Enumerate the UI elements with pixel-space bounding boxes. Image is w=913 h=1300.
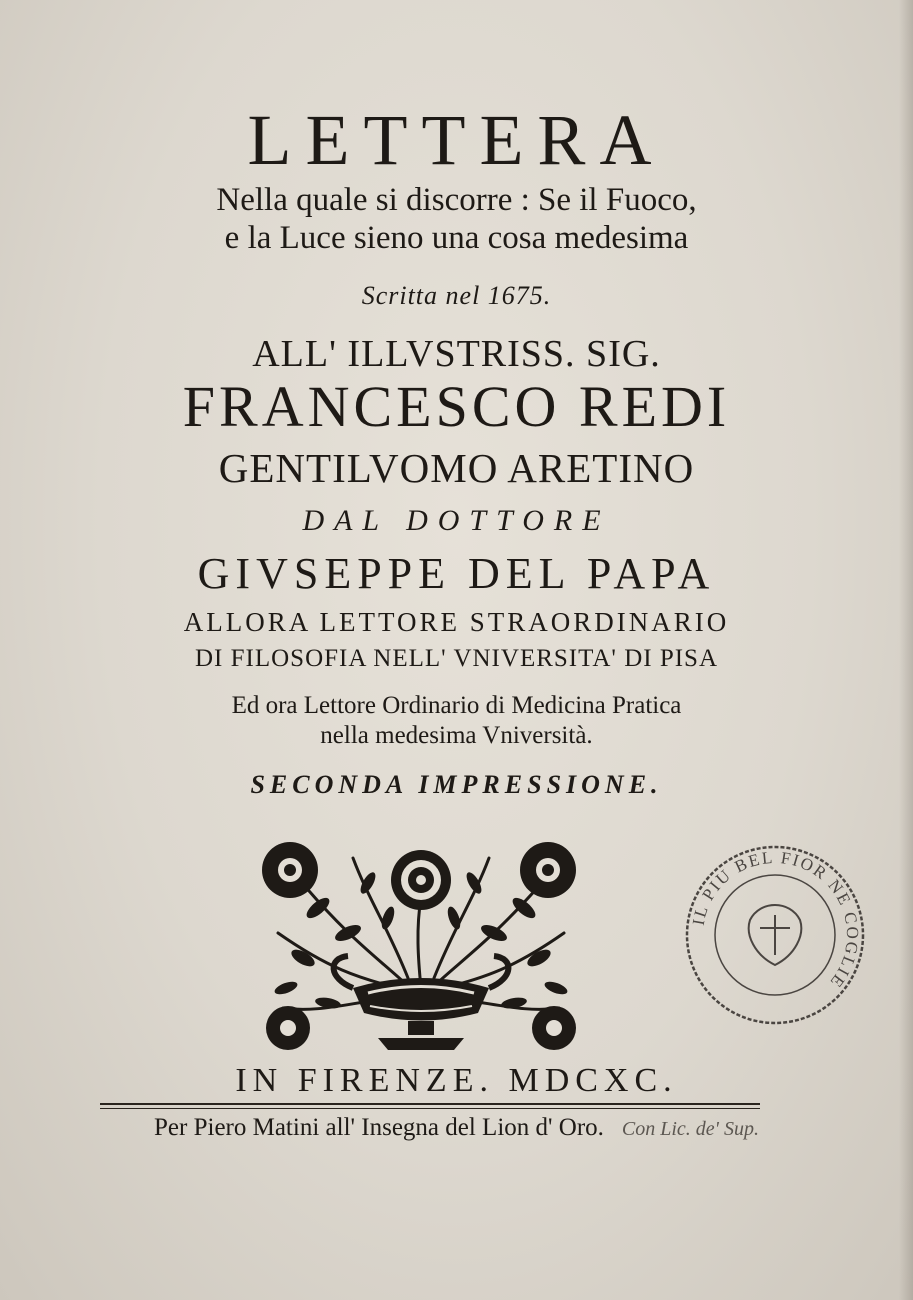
by-line: DAL DOTTORE [302,504,611,537]
author-position-2: DI FILOSOFIA NELL' VNIVERSITA' DI PISA [194,645,719,672]
imprint-rule [100,1103,760,1109]
printer-line [0,1110,913,1147]
license-note: Con Lic. de' Sup. [621,1118,759,1140]
edition: SECONDA IMPRESSIONE. [250,770,663,799]
author-note-1: Ed ora Lettore Ordinario di Medicina Pratica [231,692,682,719]
author-name: GIVSEPPE DEL PAPA [197,549,716,598]
written-date: Scritta nel 1675. [361,281,552,310]
author-position-1: ALLORA LETTORE STRAORDINARIO [183,607,730,637]
dedicatee-name: FRANCESCO REDI [182,374,731,439]
book-title: LETTERA [247,100,666,180]
imprint-city: IN FIRENZE. MDCXC. [235,1062,678,1099]
subtitle-line-1: Nella quale si discorre : Se il Fuoco, [216,182,697,218]
subtitle-line-2: e la Luce sieno una cosa medesima [224,220,689,256]
library-seal-icon [680,840,870,1030]
dedication: ALL' ILLVSTRISS. SIG. [252,333,661,375]
dedicatee-title: GENTILVOMO ARETINO [218,445,695,491]
stamp-text: IL PIU BEL FIOR NE COGLIE [688,847,863,993]
printer-name: Per Piero Matini all' Insegna del Lion d' Oro. [154,1114,604,1141]
flower-vase-woodcut-icon [258,838,584,1054]
author-note-2: nella medesima Vniversità. [320,722,593,749]
